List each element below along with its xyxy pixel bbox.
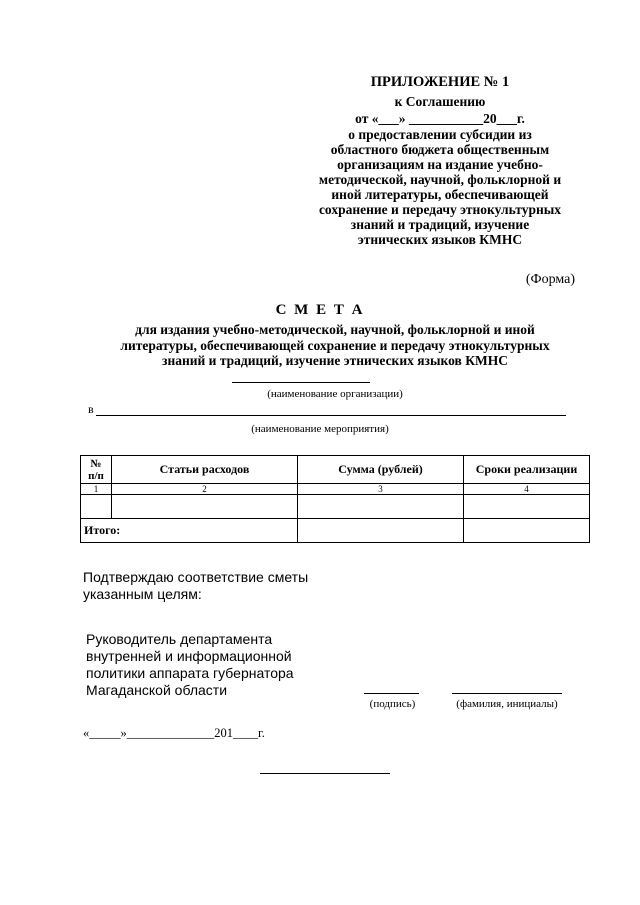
total-amount-cell[interactable] [298, 519, 464, 543]
appendix-line: иной литературы, обеспечивающей [331, 187, 549, 202]
smeta-subtitle-line: для издания учебно-методической, научной, фольклорной и иной [135, 322, 535, 337]
total-row [81, 519, 590, 543]
table-cell[interactable] [464, 495, 590, 519]
smeta-subtitle-line: литературы, обеспечивающей сохранение и передачу этнокультурных [120, 338, 550, 353]
appendix-line: знаний и традиций, изучение [350, 217, 530, 232]
appendix-line: о предоставлении субсидии из [348, 127, 532, 142]
smeta-subtitle-line: знаний и традиций, изучение этнических языков КМНС [162, 353, 508, 368]
table-cell[interactable] [112, 495, 298, 519]
signatory-line: Магаданской области [86, 682, 228, 698]
appendix-line: сохранение и передачу этнокультурных [318, 202, 562, 217]
signature-caption: (подпись) [369, 698, 416, 710]
appendix-date-line: от «___» ___________20___г. [355, 111, 525, 126]
appendix-agreement: к Соглашению [394, 94, 486, 109]
table-header-row [81, 456, 590, 484]
table-cell[interactable] [298, 495, 464, 519]
header-expense-items: Статьи расходов [112, 456, 298, 484]
signatory-line: Руководитель департамента [86, 631, 273, 647]
appendix-line: организациям на издание учебно- [337, 157, 543, 172]
name-initials-caption: (фамилия, инициалы) [456, 698, 558, 710]
signature-field[interactable] [364, 693, 419, 694]
signatory-line: политики аппарата губернатора [86, 665, 294, 681]
column-number-row [81, 484, 590, 495]
appendix-line: этнических языков КМНС [357, 232, 523, 247]
appendix-line: областного бюджета общественным [330, 142, 550, 157]
smeta-title: С М Е Т А [275, 302, 365, 318]
header-number: № п/п [81, 456, 112, 484]
column-number: 3 [298, 484, 464, 495]
table-row [81, 495, 590, 519]
column-number: 2 [112, 484, 298, 495]
column-number: 4 [464, 484, 590, 495]
bottom-date: «_____»______________201____г. [83, 726, 265, 740]
organization-name-field[interactable] [232, 382, 370, 383]
column-number: 1 [81, 484, 112, 495]
appendix-line: методической, научной, фольклорной и [318, 172, 562, 187]
confirmation-line: Подтверждаю соответствие сметы [83, 569, 309, 585]
signatory-line: внутренней и информационной [86, 648, 292, 664]
total-label: Итого: [81, 519, 298, 543]
event-caption: (наименование мероприятия) [251, 423, 389, 435]
form-label: (Форма) [525, 272, 575, 287]
appendix-title: ПРИЛОЖЕНИЕ № 1 [370, 74, 510, 90]
organization-caption: (наименование организации) [267, 388, 403, 400]
header-amount: Сумма (рублей) [298, 456, 464, 484]
bottom-line [260, 773, 390, 774]
event-name-field[interactable] [96, 415, 566, 416]
name-initials-field[interactable] [452, 693, 562, 694]
header-deadline: Сроки реализации [464, 456, 590, 484]
event-prefix: в [88, 402, 94, 416]
total-deadline-cell[interactable] [464, 519, 590, 543]
confirmation-line: указанным целям: [83, 586, 202, 602]
estimate-table [80, 455, 590, 543]
table-cell[interactable] [81, 495, 112, 519]
